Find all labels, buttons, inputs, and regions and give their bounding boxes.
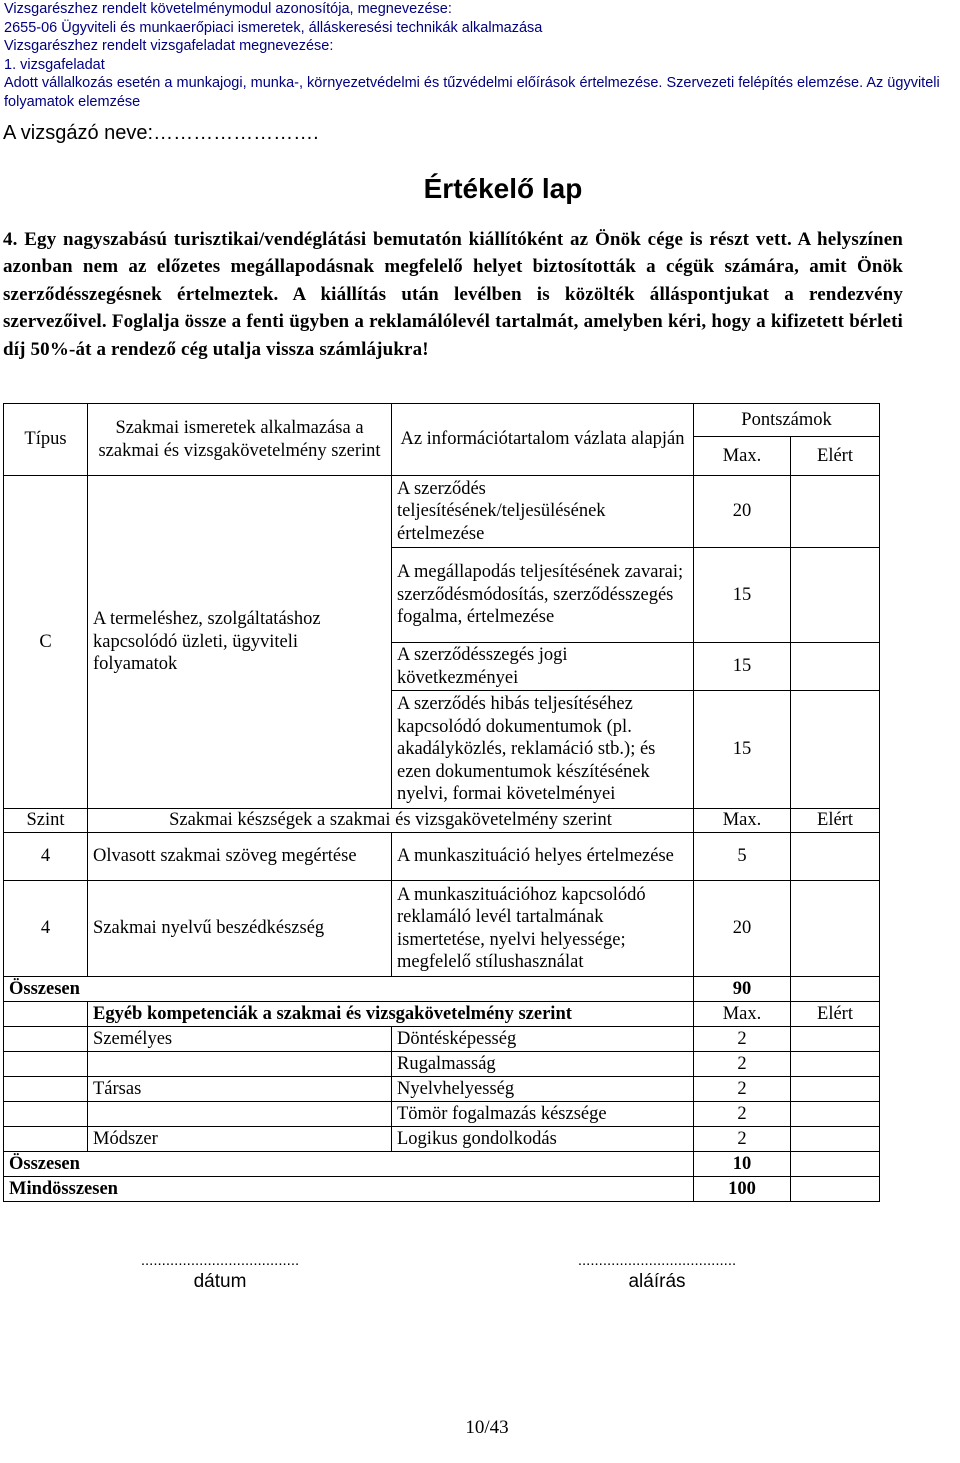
module-label: Vizsgarészhez rendelt követelménymodul azonosítója, megnevezése: xyxy=(4,1,452,17)
max-score: 15 xyxy=(694,548,791,643)
skills-header: Szakmai készségek a szakmai és vizsgakövetelmény szerint xyxy=(88,809,694,833)
table-row xyxy=(4,476,880,548)
grand-total-achieved[interactable] xyxy=(791,1177,880,1202)
achieved-score[interactable] xyxy=(791,476,880,548)
table-row xyxy=(4,1027,880,1052)
competency-name: Rugalmasság xyxy=(392,1052,694,1077)
page-number: 10/43 xyxy=(465,1417,509,1438)
task-description: 4. Egy nagyszabású turisztikai/vendéglátási bemutatón kiállítóként az Önök cége is részt vett. A helyszínen azonban nem az előzetes megállapodásnak megfelelő helyet biztosították a cégük számára, amit Önök szerződésszegésnek értelmeztek. A kiállítás után levélben is közölték álláspontjukat a rendezvény szervezőivel. Foglalja össze a fenti ügyben a reklamálólevél tartalmát, amelyben kéri, hogy a kifizetett bérleti díj 50%-át a rendező cég utalja vissza számlájukra! xyxy=(3,229,903,360)
skills-max-header: Max. xyxy=(694,809,791,833)
empty-cell xyxy=(4,1002,88,1027)
achieved-score[interactable] xyxy=(791,881,880,977)
achieved-score[interactable] xyxy=(791,691,880,809)
achieved-score[interactable] xyxy=(791,1052,880,1077)
task-number: 1. vizsgafeladat xyxy=(4,56,105,73)
achieved-score[interactable] xyxy=(791,1102,880,1127)
competency-name: Logikus gondolkodás xyxy=(392,1127,694,1152)
achieved-score[interactable] xyxy=(791,1077,880,1102)
max-score: 2 xyxy=(694,1027,791,1052)
table-row xyxy=(4,1052,880,1077)
competency-group: Társas xyxy=(88,1077,392,1102)
max-score: 20 xyxy=(694,881,791,977)
empty-cell xyxy=(4,1102,88,1127)
skill-name: Olvasott szakmai szöveg megértése xyxy=(88,833,392,881)
skill-name: Szakmai nyelvű beszédkészség xyxy=(88,881,392,977)
subtotal-row xyxy=(4,1152,880,1177)
max-score: 15 xyxy=(694,643,791,691)
skills-achieved-header: Elért xyxy=(791,809,880,833)
skill-description: A munkaszituációhoz kapcsolódó reklamáló levél tartalmának ismertetése, nyelvi helyessége; megfelelő stílushasználat xyxy=(392,881,694,977)
max-score: 2 xyxy=(694,1127,791,1152)
skills-level-header: Szint xyxy=(4,809,88,833)
max-score: 15 xyxy=(694,691,791,809)
competencies-max-header: Max. xyxy=(694,1002,791,1027)
grand-total-label: Mindösszesen xyxy=(4,1177,694,1202)
header-points: Pontszámok xyxy=(694,404,880,437)
page-header xyxy=(4,0,954,111)
module-name: 2655-06 Ügyviteli és munkaerőpiaci ismeretek, álláskeresési technikák alkalmazása xyxy=(4,19,543,36)
table-row xyxy=(4,1077,880,1102)
outline-item: A megállapodás teljesítésének zavarai; szerződésmódosítás, szerződésszegés fogalma, értelmezése xyxy=(392,548,694,643)
empty-cell xyxy=(4,1077,88,1102)
subtotal-max: 10 xyxy=(694,1152,791,1177)
evaluation-table xyxy=(3,403,880,1202)
subtotal-row xyxy=(4,977,880,1002)
subtotal-achieved[interactable] xyxy=(791,977,880,1002)
outline-item: A szerződés teljesítésének/teljesülésének értelmezése xyxy=(392,476,694,548)
date-signature-block xyxy=(88,1252,352,1295)
empty-cell xyxy=(4,1127,88,1152)
task-label: Vizsgarészhez rendelt vizsgafeladat megnevezése: xyxy=(4,38,334,54)
table-row xyxy=(4,833,880,881)
grand-total-max: 100 xyxy=(694,1177,791,1202)
signature-block xyxy=(524,1252,790,1295)
achieved-score[interactable] xyxy=(791,1127,880,1152)
max-score: 20 xyxy=(694,476,791,548)
competencies-header: Egyéb kompetenciák a szakmai és vizsgakövetelmény szerint xyxy=(88,1002,694,1027)
type-cell: C xyxy=(4,476,88,809)
signature-line: ...................................... xyxy=(577,1252,737,1269)
achieved-score[interactable] xyxy=(791,1027,880,1052)
max-score: 2 xyxy=(694,1052,791,1077)
task-name: Adott vállalkozás esetén a munkajogi, munka-, környezetvédelmi és tűzvédelmi előírások értelmezése. Szervezeti felépítés elemzése. Az ügyviteli folyamatok elemzése xyxy=(4,75,940,110)
header-type: Típus xyxy=(4,404,88,476)
knowledge-cell: A termeléshez, szolgáltatáshoz kapcsolódó üzleti, ügyviteli folyamatok xyxy=(88,476,392,809)
competency-group: Módszer xyxy=(88,1127,392,1152)
achieved-score[interactable] xyxy=(791,643,880,691)
achieved-score[interactable] xyxy=(791,833,880,881)
competencies-achieved-header: Elért xyxy=(791,1002,880,1027)
achieved-score[interactable] xyxy=(791,548,880,643)
grand-total-row xyxy=(4,1177,880,1202)
subtotal-label: Összesen xyxy=(4,977,694,1002)
subtotal-achieved[interactable] xyxy=(791,1152,880,1177)
max-score: 2 xyxy=(694,1077,791,1102)
header-max: Max. xyxy=(694,437,791,476)
header-outline: Az információtartalom vázlata alapján xyxy=(392,404,694,476)
max-score: 5 xyxy=(694,833,791,881)
outline-item: A szerződésszegés jogi következményei xyxy=(392,643,694,691)
date-line: ...................................... xyxy=(140,1252,300,1269)
competency-group: Személyes xyxy=(88,1027,392,1052)
subtotal-max: 90 xyxy=(694,977,791,1002)
signature-label: aláírás xyxy=(628,1271,686,1292)
subtotal-label: Összesen xyxy=(4,1152,694,1177)
max-score: 2 xyxy=(694,1102,791,1127)
competency-group xyxy=(88,1052,392,1077)
competency-group xyxy=(88,1102,392,1127)
date-label: dátum xyxy=(193,1271,247,1292)
competency-name: Nyelvhelyesség xyxy=(392,1077,694,1102)
skill-level: 4 xyxy=(4,833,88,881)
skill-level: 4 xyxy=(4,881,88,977)
table-row xyxy=(4,1102,880,1127)
header-knowledge: Szakmai ismeretek alkalmazása a szakmai és vizsgakövetelmény szerint xyxy=(88,404,392,476)
competency-name: Tömör fogalmazás készsége xyxy=(392,1102,694,1127)
table-row xyxy=(4,1127,880,1152)
examinee-name-field: A vizsgázó neve:……………………. xyxy=(3,122,319,144)
header-achieved: Elért xyxy=(791,437,880,476)
table-row xyxy=(4,881,880,977)
skill-description: A munkaszituáció helyes értelmezése xyxy=(392,833,694,881)
competency-name: Döntésképesség xyxy=(392,1027,694,1052)
empty-cell xyxy=(4,1027,88,1052)
empty-cell xyxy=(4,1052,88,1077)
page-title: Értékelő lap xyxy=(423,173,583,204)
outline-item: A szerződés hibás teljesítéséhez kapcsolódó dokumentumok (pl. akadályközlés, reklamáció stb.); és ezen dokumentumok készítésének nyelvi, formai követelményei xyxy=(392,691,694,809)
